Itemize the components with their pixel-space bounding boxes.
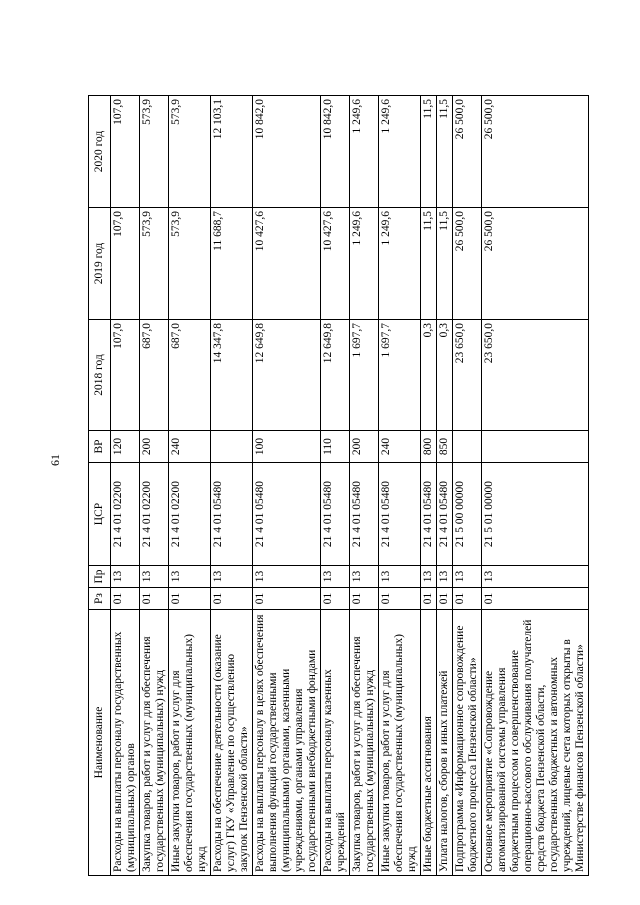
row-2019-cell: 11,5 xyxy=(421,208,437,320)
row-vr-cell: 120 xyxy=(111,431,140,463)
row-csr-cell: 21 4 01 05480 xyxy=(437,463,453,566)
row-2018-cell: 14 347,8 xyxy=(211,320,253,431)
row-2020-cell: 573,9 xyxy=(169,96,211,208)
row-csr-cell: 21 4 01 05480 xyxy=(350,463,379,566)
row-name-cell: Закупка товаров, работ и услуг для обеспечения государственных (муниципальных) нужд xyxy=(140,610,169,876)
row-2019-cell: 10 427,6 xyxy=(321,208,350,320)
table-row xyxy=(111,96,140,876)
header-name: Наименование xyxy=(89,610,111,876)
row-vr-cell: 100 xyxy=(253,431,321,463)
row-2018-cell: 1 697,7 xyxy=(350,320,379,431)
row-pr-cell: 13 xyxy=(253,566,321,588)
row-vr-cell: 240 xyxy=(379,431,421,463)
row-rz-cell: 01 xyxy=(211,588,253,610)
row-2019-cell: 107,0 xyxy=(111,208,140,320)
row-pr-cell: 13 xyxy=(111,566,140,588)
table-row xyxy=(253,96,321,876)
table-row xyxy=(379,96,421,876)
row-2018-cell: 23 650,0 xyxy=(453,320,482,431)
header-2019: 2019 год xyxy=(89,208,111,320)
row-csr-cell: 21 4 01 02200 xyxy=(169,463,211,566)
table-row xyxy=(437,96,453,876)
header-rz: Рз xyxy=(89,588,111,610)
table-row xyxy=(140,96,169,876)
row-2020-cell: 12 103,1 xyxy=(211,96,253,208)
row-2019-cell: 26 500,0 xyxy=(453,208,482,320)
table-row xyxy=(453,96,482,876)
row-rz-cell: 01 xyxy=(437,588,453,610)
row-2020-cell: 10 842,0 xyxy=(321,96,350,208)
row-pr-cell: 13 xyxy=(437,566,453,588)
row-vr-cell xyxy=(482,431,589,463)
row-rz-cell: 01 xyxy=(140,588,169,610)
page-number: 61 xyxy=(47,454,62,466)
row-pr-cell: 13 xyxy=(421,566,437,588)
row-vr-cell: 850 xyxy=(437,431,453,463)
row-name-cell: Иные бюджетные ассигнования xyxy=(421,610,437,876)
row-name-cell: Закупка товаров, работ и услуг для обеспечения государственных (муниципальных) нужд xyxy=(350,610,379,876)
row-rz-cell: 01 xyxy=(350,588,379,610)
row-name-cell: Уплата налогов, сборов и иных платежей xyxy=(437,610,453,876)
row-name-cell: Иные закупки товаров, работ и услуг для обеспечения государственных (муниципальных) нужд xyxy=(379,610,421,876)
row-pr-cell: 13 xyxy=(453,566,482,588)
row-2018-cell: 0,3 xyxy=(437,320,453,431)
row-csr-cell: 21 4 01 02200 xyxy=(140,463,169,566)
header-2020: 2020 год xyxy=(89,96,111,208)
row-name-cell: Основное мероприятие «Сопровождение автоматизированной системы управления бюджетным процессом и совершенствование операционно-кассового обслуживания получателей средств бюджета Пензенской области, государственных бюджетных и автономных учреждений, лицевые счета которых открыты в Министерстве финансов Пензенской области» xyxy=(482,610,589,876)
row-2019-cell: 573,9 xyxy=(169,208,211,320)
row-rz-cell: 01 xyxy=(253,588,321,610)
table-header-row xyxy=(89,96,111,876)
row-rz-cell: 01 xyxy=(169,588,211,610)
row-rz-cell: 01 xyxy=(453,588,482,610)
table-row xyxy=(482,96,589,876)
row-2019-cell: 1 249,6 xyxy=(350,208,379,320)
row-name-cell: Иные закупки товаров, работ и услуг для обеспечения государственных (муниципальных) нужд xyxy=(169,610,211,876)
row-vr-cell: 110 xyxy=(321,431,350,463)
header-vr: ВР xyxy=(89,431,111,463)
row-2018-cell: 687,0 xyxy=(169,320,211,431)
row-vr-cell: 240 xyxy=(169,431,211,463)
row-rz-cell: 01 xyxy=(321,588,350,610)
row-vr-cell: 200 xyxy=(350,431,379,463)
row-rz-cell: 01 xyxy=(421,588,437,610)
row-pr-cell: 13 xyxy=(350,566,379,588)
table-row xyxy=(350,96,379,876)
row-2019-cell: 11,5 xyxy=(437,208,453,320)
row-2020-cell: 11,5 xyxy=(437,96,453,208)
row-pr-cell: 13 xyxy=(379,566,421,588)
row-2018-cell: 107,0 xyxy=(111,320,140,431)
row-vr-cell: 200 xyxy=(140,431,169,463)
row-name-cell: Расходы на обеспечение деятельности (оказание услуг) ГКУ «Управление по осуществлению закупок Пензенской области» xyxy=(211,610,253,876)
row-csr-cell: 21 5 01 00000 xyxy=(482,463,589,566)
row-2020-cell: 26 500,0 xyxy=(482,96,589,208)
row-2020-cell: 107,0 xyxy=(111,96,140,208)
row-pr-cell: 13 xyxy=(321,566,350,588)
row-name-cell: Расходы на выплаты персоналу государственных (муниципальных) органов xyxy=(111,610,140,876)
table-row xyxy=(169,96,211,876)
row-pr-cell: 13 xyxy=(169,566,211,588)
row-2018-cell: 12 649,8 xyxy=(253,320,321,431)
row-2019-cell: 1 249,6 xyxy=(379,208,421,320)
row-name-cell: Расходы на выплаты персоналу казенных учреждений xyxy=(321,610,350,876)
row-pr-cell: 13 xyxy=(211,566,253,588)
row-2020-cell: 10 842,0 xyxy=(253,96,321,208)
row-2018-cell: 0,3 xyxy=(421,320,437,431)
row-2018-cell: 12 649,8 xyxy=(321,320,350,431)
row-rz-cell: 01 xyxy=(379,588,421,610)
row-2018-cell: 23 650,0 xyxy=(482,320,589,431)
table-row xyxy=(421,96,437,876)
row-2019-cell: 26 500,0 xyxy=(482,208,589,320)
row-2019-cell: 11 688,7 xyxy=(211,208,253,320)
row-2018-cell: 687,0 xyxy=(140,320,169,431)
row-2020-cell: 1 249,6 xyxy=(350,96,379,208)
row-rz-cell: 01 xyxy=(111,588,140,610)
row-2020-cell: 573,9 xyxy=(140,96,169,208)
table-row xyxy=(211,96,253,876)
row-csr-cell: 21 4 01 05480 xyxy=(211,463,253,566)
row-csr-cell: 21 4 01 05480 xyxy=(421,463,437,566)
row-pr-cell: 13 xyxy=(482,566,589,588)
row-pr-cell: 13 xyxy=(140,566,169,588)
header-pr: Пр xyxy=(89,566,111,588)
row-2020-cell: 26 500,0 xyxy=(453,96,482,208)
row-2020-cell: 1 249,6 xyxy=(379,96,421,208)
row-csr-cell: 21 4 01 02200 xyxy=(111,463,140,566)
row-csr-cell: 21 4 01 05480 xyxy=(253,463,321,566)
row-rz-cell: 01 xyxy=(482,588,589,610)
table-row xyxy=(321,96,350,876)
row-csr-cell: 21 4 01 05480 xyxy=(321,463,350,566)
row-2018-cell: 1 697,7 xyxy=(379,320,421,431)
row-2019-cell: 10 427,6 xyxy=(253,208,321,320)
budget-table xyxy=(88,95,589,876)
rotated-table-frame xyxy=(88,96,586,876)
row-2019-cell: 573,9 xyxy=(140,208,169,320)
header-2018: 2018 год xyxy=(89,320,111,431)
row-vr-cell xyxy=(211,431,253,463)
row-2020-cell: 11,5 xyxy=(421,96,437,208)
row-name-cell: Расходы на выплаты персоналу в целях обеспечения выполнения функций государственными (муниципальными) органами, казенными учреждениями, органами управления государственными внебюджетными фондами xyxy=(253,610,321,876)
header-csr: ЦСР xyxy=(89,463,111,566)
row-vr-cell xyxy=(453,431,482,463)
rotated-table-container xyxy=(88,96,586,876)
row-csr-cell: 21 4 01 05480 xyxy=(379,463,421,566)
row-name-cell: Подпрограмма «Информационное сопровождение бюджетного процесса Пензенской области» xyxy=(453,610,482,876)
row-csr-cell: 21 5 00 00000 xyxy=(453,463,482,566)
row-vr-cell: 800 xyxy=(421,431,437,463)
